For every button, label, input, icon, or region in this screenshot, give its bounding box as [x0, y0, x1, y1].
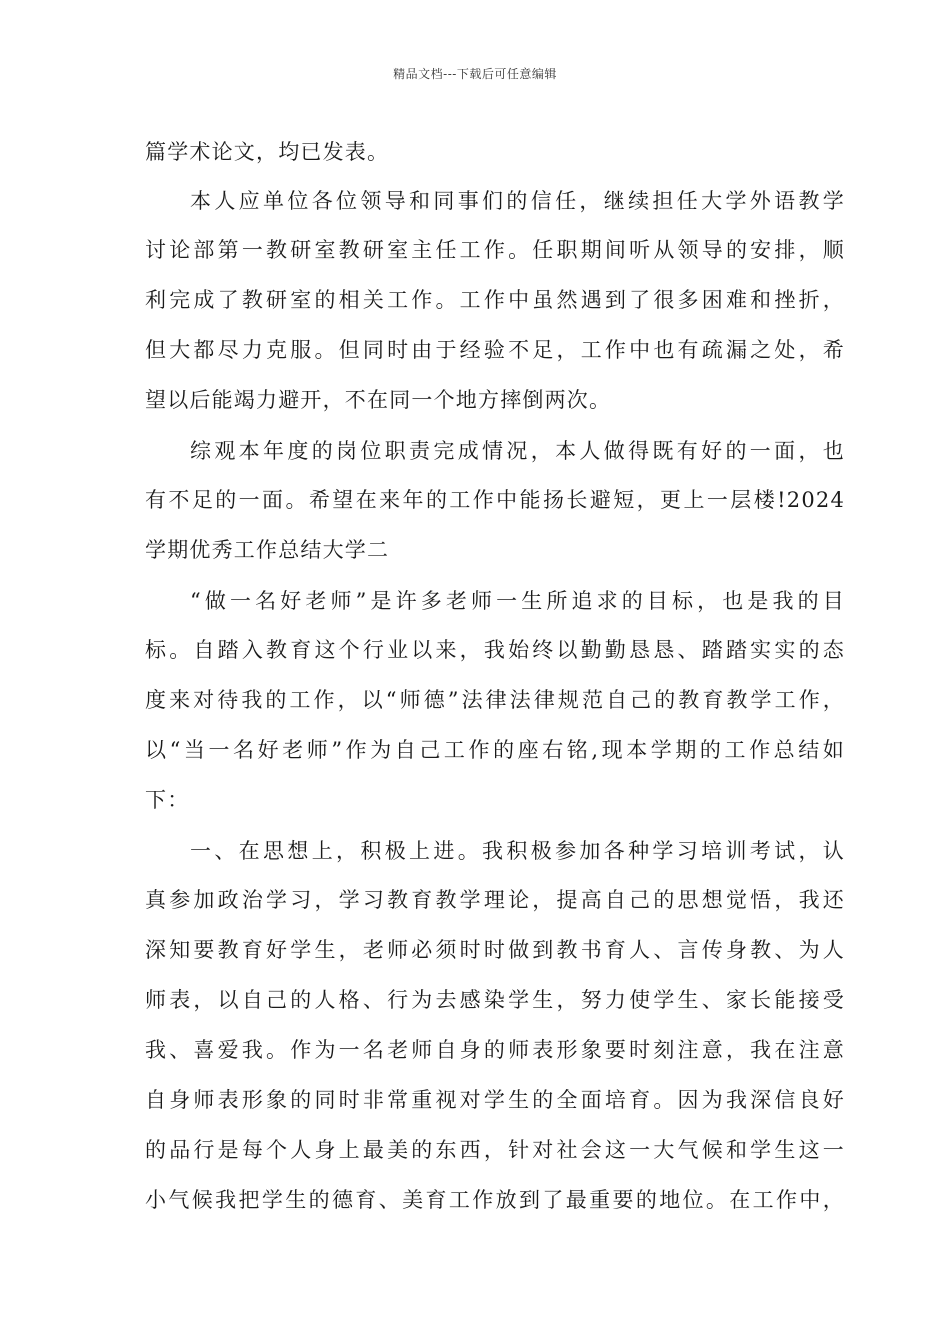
text-line: 真参加政治学习，学习教育教学理论，提高自己的思想觉悟，我还: [145, 888, 845, 912]
text-line: 但大都尽力克服。但同时由于经验不足，工作中也有疏漏之处，希: [145, 338, 845, 362]
text-line: 自身师表形象的同时非常重视对学生的全面培育。因为我深信良好: [145, 1088, 845, 1112]
text-line: 本人应单位各位领导和同事们的信任，继续担任大学外语教学: [190, 189, 845, 213]
text-line: 有不足的一面。希望在来年的工作中能扬长避短，更上一层楼!2024: [145, 488, 845, 512]
text-line: 一、在思想上，积极上进。我积极参加各种学习培训考试，认: [190, 839, 845, 863]
text-line: 小气候我把学生的德育、美育工作放到了最重要的地位。在工作中，: [145, 1188, 845, 1212]
text-line: 深知要教育好学生，老师必须时时做到教书育人、言传身教、为人: [145, 938, 845, 962]
text-line: 利完成了教研室的相关工作。工作中虽然遇到了很多困难和挫折，: [145, 288, 845, 312]
text-line: 标。自踏入教育这个行业以来，我始终以勤勤恳恳、踏踏实实的态: [145, 638, 845, 662]
text-line: 以“当一名好老师”作为自己工作的座右铭,现本学期的工作总结如: [145, 738, 845, 762]
text-line: 综观本年度的岗位职责完成情况，本人做得既有好的一面，也: [190, 439, 845, 463]
text-line: 学期优秀工作总结大学二: [145, 538, 390, 562]
text-line: 我、喜爱我。作为一名老师自身的师表形象要时刻注意，我在注意: [145, 1038, 845, 1062]
text-line: “做一名好老师”是许多老师一生所追求的目标，也是我的目: [190, 589, 845, 613]
text-line: 的品行是每个人身上最美的东西，针对社会这一大气候和学生这一: [145, 1138, 845, 1162]
text-line: 讨论部第一教研室教研室主任工作。任职期间听从领导的安排，顺: [145, 238, 845, 262]
text-line: 望以后能竭力避开，不在同一个地方摔倒两次。: [145, 388, 612, 412]
text-line: 下：: [145, 788, 190, 812]
page-header: 精品文档---下载后可任意编辑: [393, 67, 557, 81]
text-line: 师表，以自己的人格、行为去感染学生，努力使学生、家长能接受: [145, 988, 845, 1012]
text-line: 度来对待我的工作，以“师德”法律法律规范自己的教育教学工作，: [145, 688, 845, 712]
text-line: 篇学术论文，均已发表。: [145, 140, 390, 164]
